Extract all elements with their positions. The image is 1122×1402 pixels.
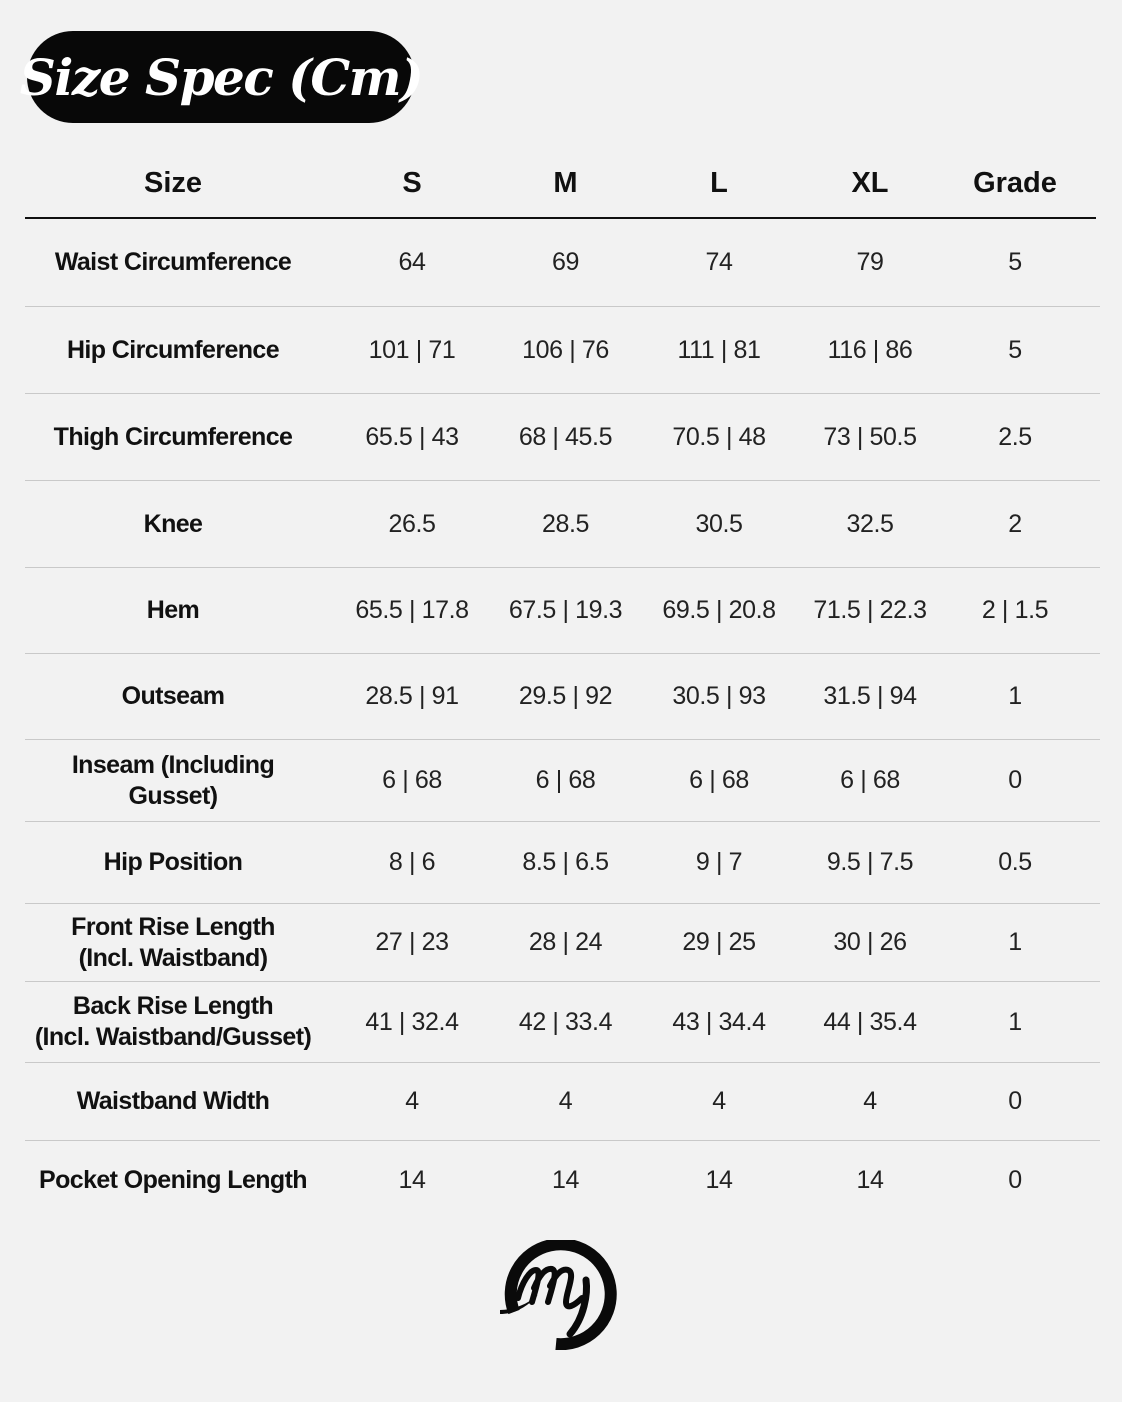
table-header-row — [25, 150, 1096, 219]
cell-m: 6 | 68 — [535, 766, 596, 794]
row-label — [25, 991, 321, 1053]
cell-s: 41 | 32.4 — [365, 1007, 459, 1036]
cell-grade: 0 — [1008, 1165, 1022, 1194]
cell-grade: 5 — [1008, 248, 1022, 276]
header-grade: Grade — [973, 167, 1057, 199]
brand-m-logo-icon — [496, 1240, 618, 1350]
row-label — [25, 509, 321, 540]
cell-s: 8 | 6 — [388, 848, 436, 876]
cell-m: 68 | 45.5 — [518, 422, 613, 451]
cell-l: 4 — [712, 1087, 726, 1115]
cell-xl: 30 | 26 — [833, 928, 907, 956]
table-row — [25, 982, 1100, 1063]
table-row — [25, 481, 1100, 568]
row-label — [25, 847, 321, 878]
row-label-line: Pocket Opening Length — [39, 1165, 307, 1194]
cell-l: 6 | 68 — [689, 766, 749, 794]
cell-s: 6 | 68 — [382, 766, 442, 794]
row-label — [25, 750, 321, 812]
table-row — [25, 1141, 1100, 1219]
table-row — [25, 740, 1100, 822]
row-label-line: Knee — [143, 509, 203, 538]
cell-grade: 0.5 — [998, 848, 1032, 876]
cell-m: 8.5 | 6.5 — [522, 848, 609, 876]
cell-s: 101 | 71 — [368, 335, 456, 364]
header-s: S — [402, 167, 422, 199]
header-m: M — [553, 167, 578, 199]
cell-xl: 14 — [856, 1165, 884, 1194]
row-label-note: (Incl. Waistband) — [78, 943, 268, 972]
cell-grade: 2 | 1.5 — [981, 596, 1049, 624]
row-label — [25, 1086, 321, 1117]
cell-grade: 0 — [1008, 766, 1022, 794]
row-label-line: Waist Circumference — [54, 248, 292, 276]
cell-m: 29.5 | 92 — [518, 682, 613, 710]
table-row — [25, 654, 1100, 740]
row-label — [25, 595, 321, 626]
cell-s: 64 — [398, 248, 426, 276]
row-label-line: Back Rise Length — [72, 992, 274, 1020]
row-label — [25, 335, 321, 366]
row-label-line: Thigh Circumference — [53, 422, 293, 451]
row-label-line: Front Rise Length — [71, 912, 275, 941]
cell-xl: 31.5 | 94 — [823, 682, 917, 710]
row-label — [25, 1165, 321, 1196]
cell-l: 30.5 — [695, 509, 743, 538]
cell-grade: 5 — [1008, 335, 1022, 364]
row-label — [25, 912, 321, 974]
title-badge — [19, 31, 423, 123]
cell-xl: 32.5 — [846, 509, 894, 538]
cell-grade: 2.5 — [998, 422, 1032, 451]
cell-s: 28.5 | 91 — [365, 682, 459, 710]
cell-s: 14 — [398, 1165, 426, 1194]
cell-l: 69.5 | 20.8 — [662, 596, 776, 624]
cell-grade: 1 — [1008, 682, 1022, 710]
cell-xl: 71.5 | 22.3 — [813, 596, 927, 624]
table-row — [25, 568, 1100, 654]
row-label-line: Hip Position — [103, 848, 243, 876]
cell-grade: 1 — [1008, 928, 1022, 956]
cell-grade: 2 — [1008, 509, 1022, 538]
cell-xl: 116 | 86 — [827, 335, 913, 364]
cell-xl: 6 | 68 — [840, 766, 900, 794]
cell-xl: 4 — [863, 1087, 877, 1115]
table-row — [25, 307, 1100, 394]
row-label-line: Inseam (Including Gusset) — [71, 750, 275, 810]
row-label — [25, 681, 321, 712]
cell-s: 65.5 | 43 — [365, 422, 459, 451]
row-label-line: Outseam — [121, 682, 225, 710]
cell-m: 69 — [551, 248, 579, 276]
table-row — [25, 904, 1100, 982]
row-label-line: Hem — [146, 596, 200, 624]
row-label-note: (Incl. Waistband/Gusset) — [34, 1023, 312, 1051]
header-size: Size — [143, 167, 203, 199]
header-l: L — [710, 167, 728, 199]
row-label — [25, 422, 321, 453]
cell-l: 111 | 81 — [677, 335, 761, 364]
cell-m: 28.5 — [541, 509, 590, 538]
table-row — [25, 219, 1100, 307]
cell-l: 43 | 34.4 — [672, 1007, 766, 1036]
cell-xl: 44 | 35.4 — [823, 1007, 917, 1036]
cell-l: 14 — [705, 1165, 733, 1194]
cell-s: 65.5 | 17.8 — [355, 596, 469, 624]
cell-s: 4 — [405, 1087, 419, 1115]
page-title: Size Spec (Cm) — [19, 47, 423, 107]
cell-l: 74 — [705, 248, 733, 276]
row-label-line: Waistband Width — [76, 1087, 270, 1115]
cell-xl: 73 | 50.5 — [823, 422, 917, 451]
table-row — [25, 1063, 1100, 1141]
table-body — [25, 219, 1100, 1219]
cell-l: 9 | 7 — [695, 848, 743, 876]
cell-l: 30.5 | 93 — [672, 682, 766, 710]
cell-grade: 1 — [1008, 1007, 1022, 1036]
cell-m: 14 — [551, 1165, 579, 1194]
cell-grade: 0 — [1008, 1087, 1022, 1115]
row-label — [25, 247, 321, 278]
row-label-line: Hip Circumference — [66, 335, 280, 364]
cell-m: 42 | 33.4 — [518, 1007, 613, 1036]
cell-m: 67.5 | 19.3 — [508, 596, 623, 624]
cell-xl: 9.5 | 7.5 — [826, 848, 914, 876]
table-row — [25, 822, 1100, 904]
cell-m: 106 | 76 — [522, 335, 609, 364]
cell-l: 70.5 | 48 — [672, 422, 766, 451]
cell-m: 4 — [558, 1087, 573, 1115]
table-row — [25, 394, 1100, 481]
cell-m: 28 | 24 — [528, 928, 603, 956]
header-xl: XL — [851, 167, 889, 199]
size-spec-table — [25, 150, 1100, 1219]
cell-s: 27 | 23 — [375, 928, 449, 956]
cell-xl: 79 — [856, 248, 884, 276]
cell-s: 26.5 — [388, 509, 436, 538]
cell-l: 29 | 25 — [682, 928, 756, 956]
